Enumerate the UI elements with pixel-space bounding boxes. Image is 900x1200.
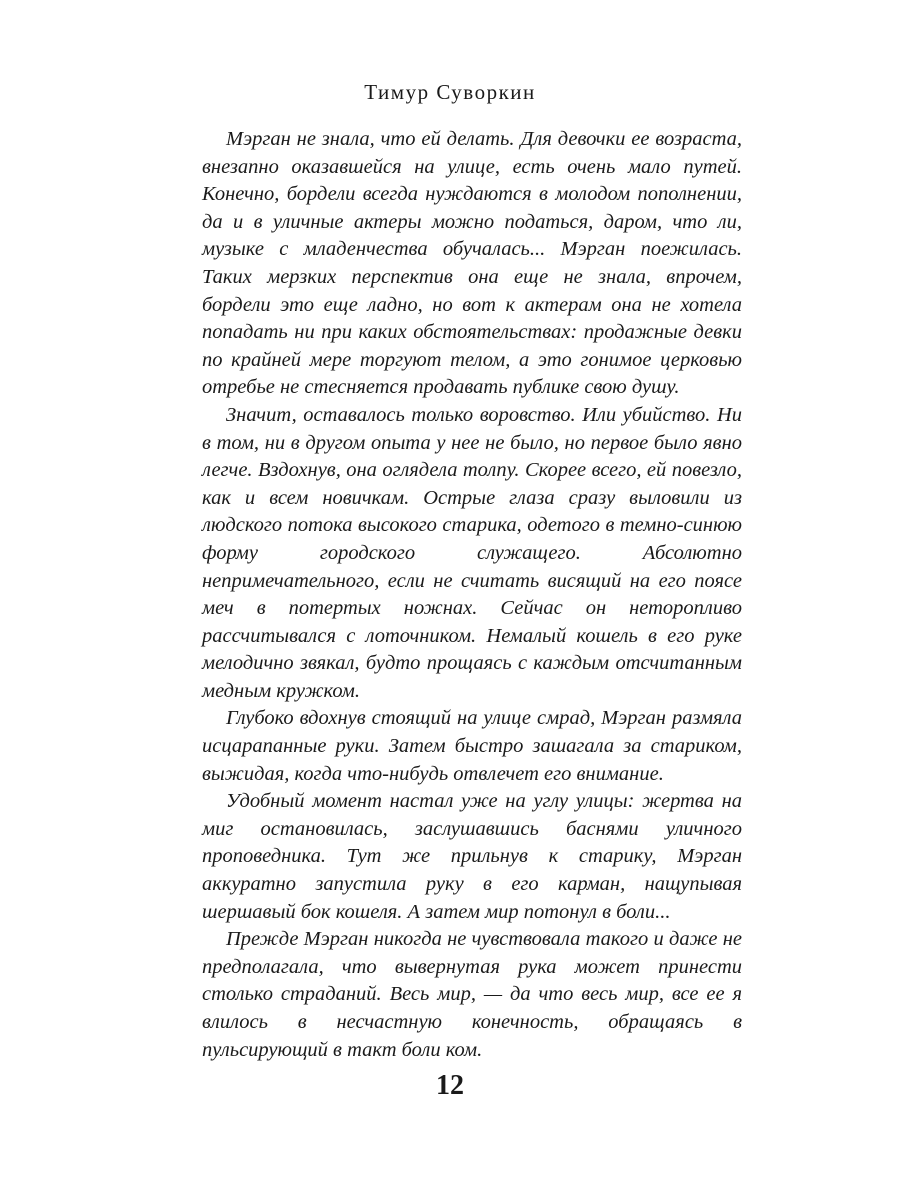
running-head: Тимур Суворкин [364,80,536,104]
paragraph: Значит, оставалось только воровство. Или убийство. Ни в том, ни в другом опыта у нее не было, но первое было явно легче. Вздохнув, она оглядела толпу. Скорее всего, ей повезло, как и всем новичкам. Острые глаза сразу выловили из людского потока высокого старика, одетого в темно-синюю форму городского служащего. Абсолютно непримечательного, если не считать висящий на его поясе меч в потертых ножнах. Сейчас он неторопливо рассчитывался с лоточником. Немалый кошель в его руке мелодично звякал, будто прощаясь с каждым отсчитанным медным кружком. [202,403,742,702]
paragraph: Глубоко вдохнув стоящий на улице смрад, Мэрган размяла исцарапанные руки. Затем быстро зашагала за стариком, выжидая, когда что-нибудь отвлечет его внимание. [202,707,742,785]
paragraph: Удобный момент настал уже на углу улицы: жертва на миг остановилась, заслушавшись баснями уличного проповедника. Тут же прильнув к старику, Мэрган аккуратно запустила руку в его карман, нащупывая шершавый бок кошеля. А затем мир потонул в боли... [202,790,742,923]
body-text [202,126,742,1064]
paragraph: Мэрган не знала, что ей делать. Для девочки ее возраста, внезапно оказавшейся на улице, есть очень мало путей. Конечно, бордели всегда нуждаются в молодом пополнении, да и в уличные актеры можно податься, даром, что ли, музыке с младенчества обучалась... Мэрган поежилась. Таких мерзких перспектив она еще не знала, впрочем, бордели это еще ладно, но вот к актерам она не хотела попадать ни при каких обстоятельствах: продажные девки по крайней мере торгуют телом, а это гонимое церковью отребье не стесняется продавать публике свою душу. [202,128,742,399]
paragraph: Прежде Мэрган никогда не чувствовала такого и даже не предполагала, что вывернутая рука может принести столько страданий. Весь мир, — да что весь мир, все ее я влилось в несчастную конечность, обращаясь в пульсирующий в такт боли ком. [202,928,742,1061]
page-number: 12 [436,1070,464,1101]
